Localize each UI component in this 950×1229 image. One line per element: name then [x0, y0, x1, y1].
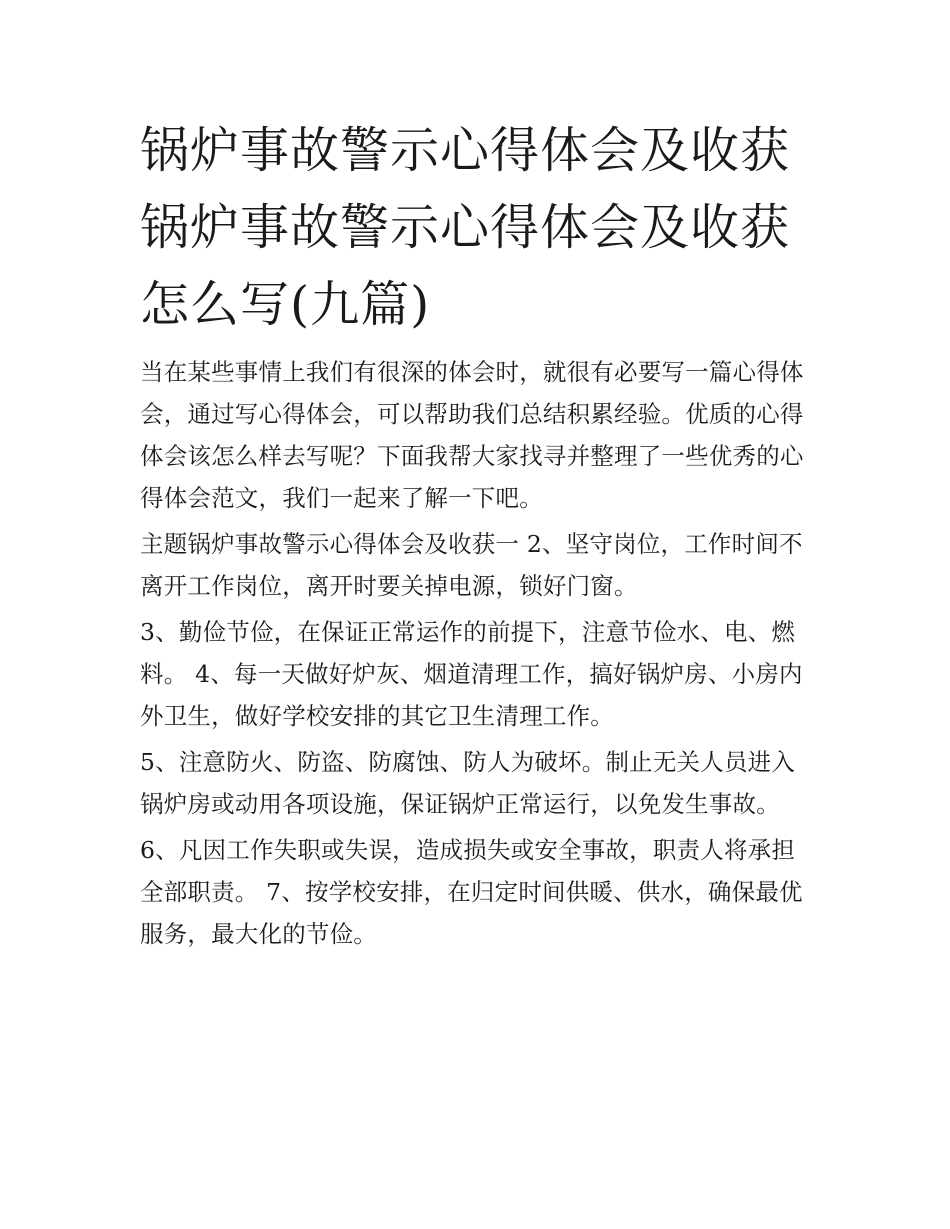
paragraph-item-6-7: 6、凡因工作失职或失误，造成损失或安全事故，职责人将承担全部职责。 7、按学校安排，在归定时间供暖、供水，确保最优服务，最大化的节俭。: [140, 836, 803, 948]
paragraph-item-5: 5、注意防火、防盗、防腐蚀、防人为破坏。制止无关人员进入锅炉房或动用各项设施，保证锅炉正常运行，以免发生事故。: [140, 748, 796, 818]
document-body: [140, 112, 816, 955]
paragraph-item-2: 主题锅炉事故警示心得体会及收获一 2、坚守岗位，工作时间不离开工作岗位，离开时要关掉电源，锁好门窗。: [140, 530, 803, 600]
paragraph-item-3-4: 3、勤俭节俭，在保证正常运作的前提下，注意节俭水、电、燃料。 4、每一天做好炉灰、烟道清理工作，搞好锅炉房、小房内外卫生，做好学校安排的其它卫生清理工作。: [140, 618, 803, 730]
document-title: 锅炉事故警示心得体会及收获锅炉事故警示心得体会及收获怎么写(九篇): [140, 122, 791, 333]
paragraph-intro: 当在某些事情上我们有很深的体会时，就很有必要写一篇心得体会，通过写心得体会，可以帮助我们总结积累经验。优质的心得体会该怎么样去写呢？下面我帮大家找寻并整理了一些优秀的心得体会范文，我们一起来了解一下吧。: [140, 358, 804, 512]
